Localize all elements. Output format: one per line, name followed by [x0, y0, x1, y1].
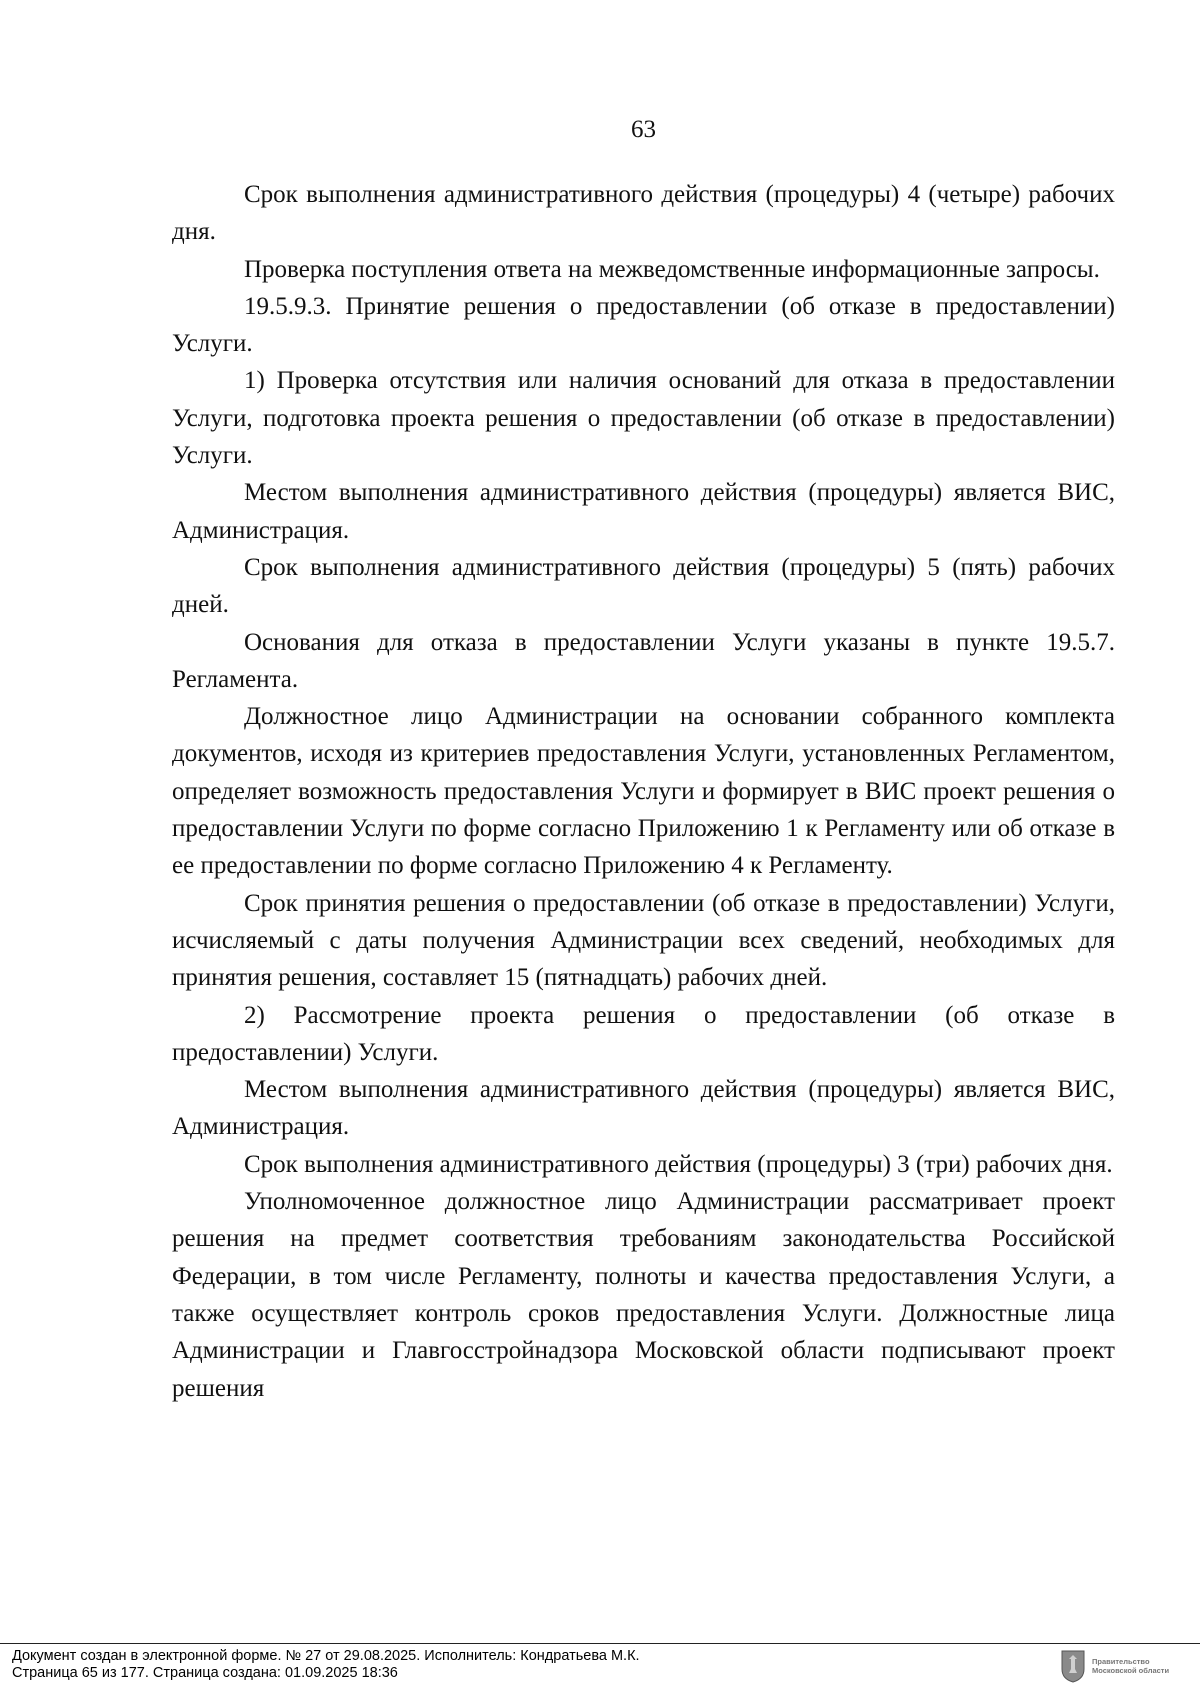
paragraph: Уполномоченное должностное лицо Администрации рассматривает проект решения на предмет соответствия требованиям законодательства Российской Федерации, в том числе Регламенту, полноты и качества предоставления Услуги, а также осуществляет контроль сроков предоставления Услуги. Должностные лица Администрации и Главгосстройнадзора Московской области подписывают проект решения — [172, 1188, 1115, 1402]
paragraph: 1) Проверка отсутствия или наличия оснований для отказа в предоставлении Услуги, подготовка проекта решения о предоставлении (об отказе в предоставлении) Услуги. — [172, 367, 1115, 470]
footer-line-document-info: Документ создан в электронной форме. № 27 от 29.08.2025. Исполнитель: Кондратьева М.К. — [12, 1648, 640, 1664]
paragraph: Должностное лицо Администрации на основании собранного комплекта документов, исходя из критериев предоставления Услуги, установленных Регламентом, определяет возможность предоставления Услуги и формирует в ВИС проект решения о предоставлении Услуги по форме согласно Приложению 1 к Регламенту или об отказе в ее предоставлении по форме согласно Приложению 4 к Регламенту. — [172, 703, 1115, 880]
document-body — [172, 176, 1115, 1407]
paragraph: 2) Рассмотрение проекта решения о предоставлении (об отказе в предоставлении) Услуги. — [172, 1001, 1115, 1066]
footer-logo-text: Правительство Московской области — [1092, 1657, 1170, 1675]
paragraph: Срок выполнения административного действия (процедуры) 3 (три) рабочих дня. — [244, 1150, 1113, 1178]
paragraph: Проверка поступления ответа на межведомственные информационные запросы. — [244, 255, 1100, 283]
paragraph: Срок принятия решения о предоставлении (об отказе в предоставлении) Услуги, исчисляемый с даты получения Администрации всех сведений, необходимых для принятия решения, составляет 15 (пятнадцать) рабочих дней. — [172, 889, 1115, 992]
paragraph: Срок выполнения административного действия (процедуры) 4 (четыре) рабочих дня. — [172, 181, 1115, 246]
paragraph: Местом выполнения административного действия (процедуры) является ВИС, Администрация. — [172, 479, 1115, 544]
page-number: 63 — [631, 116, 656, 143]
paragraph: 19.5.9.3. Принятие решения о предоставлении (об отказе в предоставлении) Услуги. — [172, 292, 1115, 358]
paragraph: Срок выполнения административного действия (процедуры) 5 (пять) рабочих дней. — [172, 553, 1115, 619]
footer-line-page-info: Страница 65 из 177. Страница создана: 01.09.2025 18:36 — [12, 1665, 398, 1681]
footer-divider — [0, 1643, 1200, 1644]
moscow-region-emblem-icon — [1060, 1649, 1086, 1683]
document-footer — [12, 1648, 640, 1682]
footer-logo — [1060, 1646, 1190, 1686]
paragraph: Местом выполнения административного действия (процедуры) является ВИС, Администрация. — [172, 1076, 1115, 1141]
paragraph: Основания для отказа в предоставлении Услуги указаны в пункте 19.5.7. Регламента. — [172, 628, 1115, 693]
